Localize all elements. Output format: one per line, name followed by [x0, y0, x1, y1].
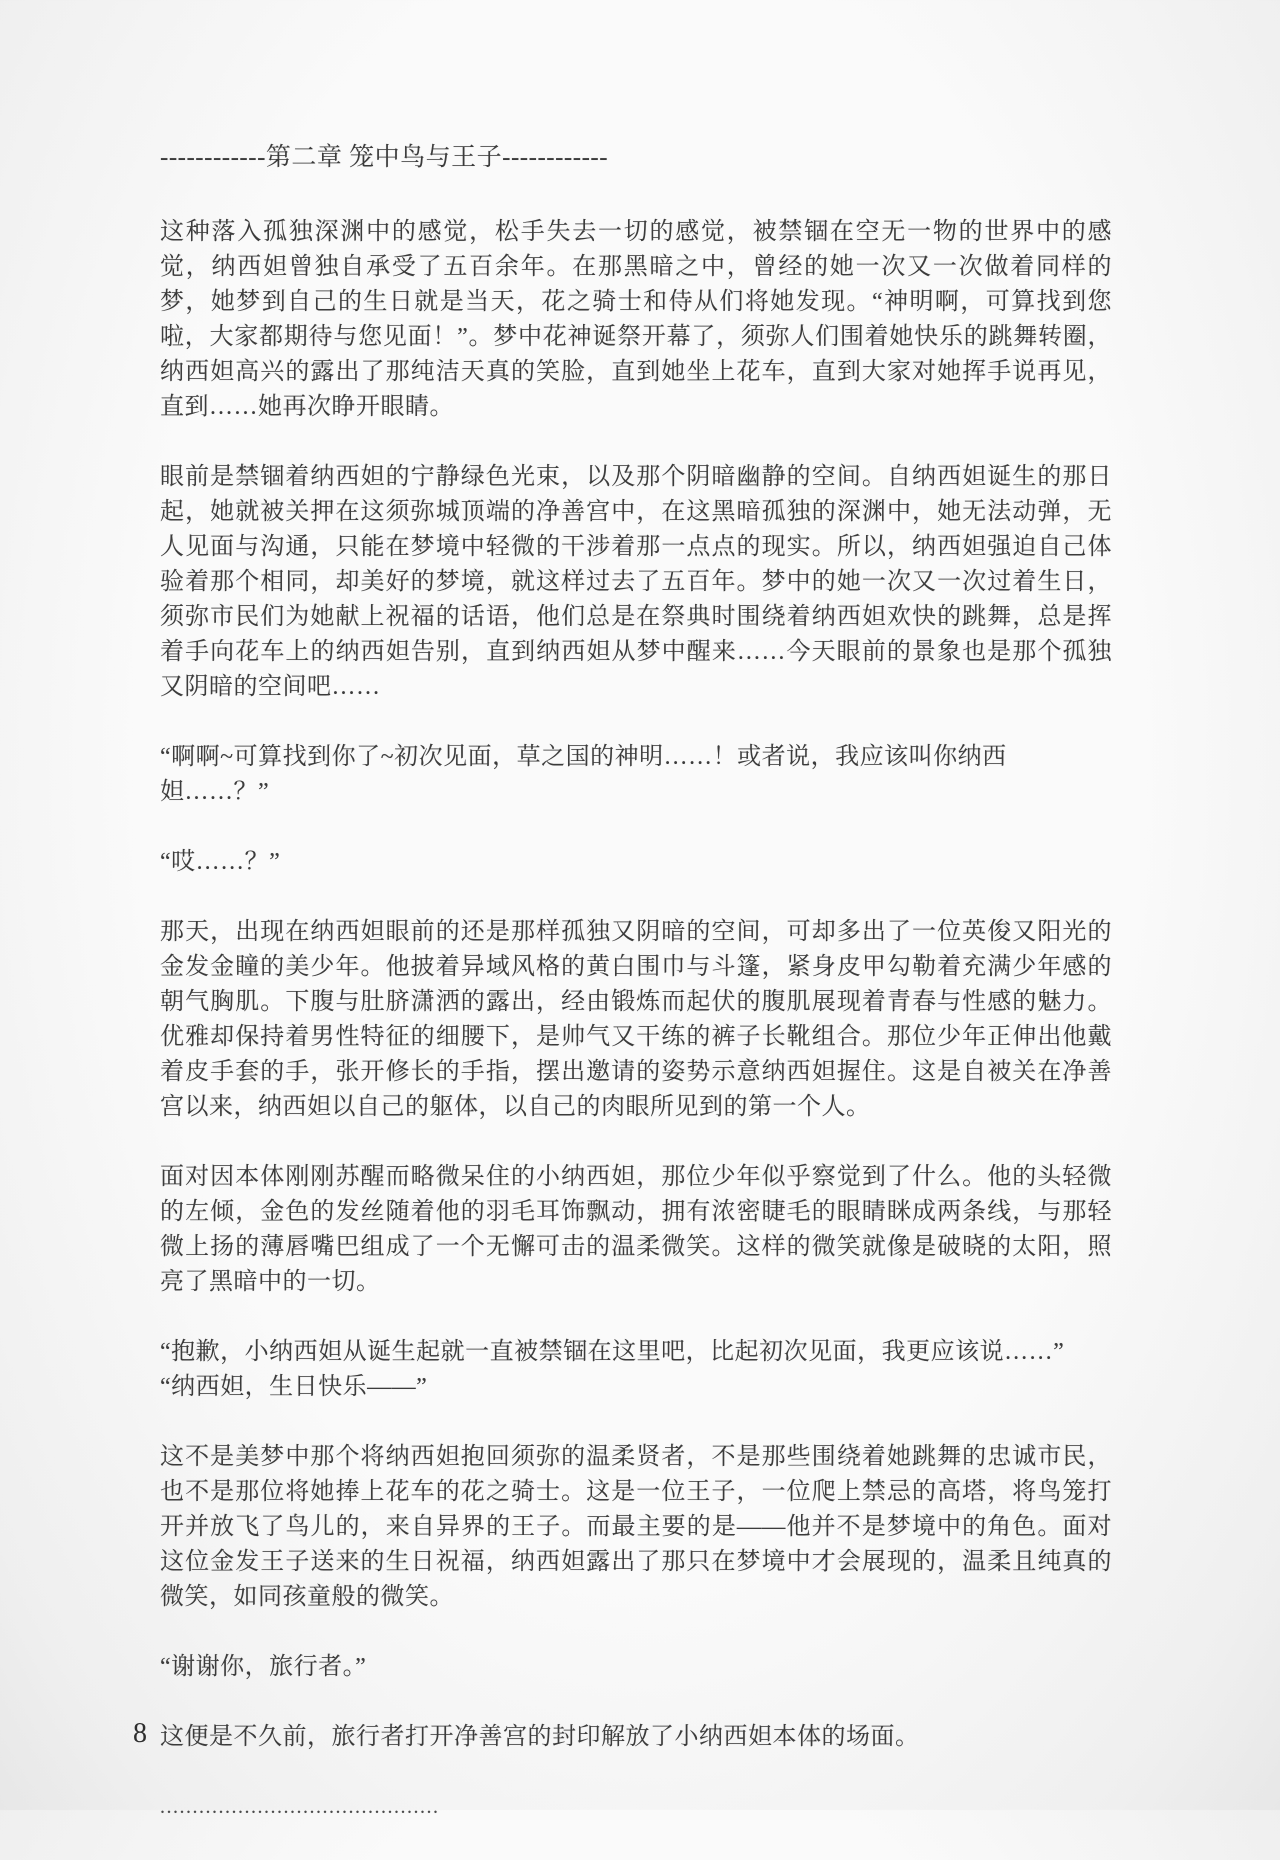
dialogue-line-2: “哎……？”: [160, 849, 281, 875]
paragraph-5: 这不是美梦中那个将纳西妲抱回须弥的温柔贤者，不是那些围绕着她跳舞的忠诚市民，也不是那位将她捧上花车的花之骑士。这是一位王子，一位爬上禁忌的高塔，将鸟笼打开并放飞了鸟儿的，来自异界的王子。而最主要的是——他并不是梦境中的角色。面对这位金发王子送来的生日祝福，纳西妲露出了那只在梦境中才会展现的，温柔且纯真的微笑，如同孩童般的微笑。: [160, 1444, 1112, 1610]
dialogue-line-5: “谢谢你，旅行者。”: [160, 1654, 367, 1680]
dots-separator: ...........................................: [160, 1796, 440, 1818]
paragraph-4: 面对因本体刚刚苏醒而略微呆住的小纳西妲，那位少年似乎察觉到了什么。他的头轻微的左倾，金色的发丝随着他的羽毛耳饰飘动，拥有浓密睫毛的眼睛眯成两条线，与那轻微上扬的薄唇嘴巴组成了一个无懈可击的温柔微笑。这样的微笑就像是破晓的太阳，照亮了黑暗中的一切。: [160, 1164, 1112, 1295]
paragraph-1: 这种落入孤独深渊中的感觉，松手失去一切的感觉，被禁锢在空无一物的世界中的感觉，纳西妲曾独自承受了五百余年。在那黑暗之中，曾经的她一次又一次做着同样的梦，她梦到自己的生日就是当天，花之骑士和侍从们将她发现。“神明啊，可算找到您啦，大家都期待与您见面！”。梦中花神诞祭开幕了，须弥人们围着她快乐的跳舞转圈，纳西妲高兴的露出了那纯洁天真的笑脸，直到她坐上花车，直到大家对她挥手说再见，直到……她再次睁开眼睛。: [160, 219, 1112, 420]
dialogue-line-4: “纳西妲，生日快乐——”: [160, 1374, 428, 1400]
paragraph-2: 眼前是禁锢着纳西妲的宁静绿色光束，以及那个阴暗幽静的空间。自纳西妲诞生的那日起，她就被关押在这须弥城顶端的净善宫中，在这黑暗孤独的深渊中，她无法动弹，无人见面与沟通，只能在梦境中轻微的干涉着那一点点的现实。所以，纳西妲强迫自己体验着那个相同，却美好的梦境，就这样过去了五百年。梦中的她一次又一次过着生日，须弥市民们为她献上祝福的话语，他们总是在祭典时围绕着纳西妲欢快的跳舞，总是挥着手向花车上的纳西妲告别，直到纳西妲从梦中醒来……今天眼前的景象也是那个孤独又阴暗的空间吧……: [160, 464, 1112, 700]
paragraph-3: 那天，出现在纳西妲眼前的还是那样孤独又阴暗的空间，可却多出了一位英俊又阳光的金发金瞳的美少年。他披着异域风格的黄白围巾与斗篷，紧身皮甲勾勒着充满少年感的朝气胸肌。下腹与肚脐潇洒的露出，经由锻炼而起伏的腹肌展现着青春与性感的魅力。优雅却保持着男性特征的细腰下，是帅气又干练的裤子长靴组合。那位少年正伸出他戴着皮手套的手，张开修长的手指，摆出邀请的姿势示意纳西妲握住。这是自被关在净善宫以来，纳西妲以自己的躯体，以自己的肉眼所见到的第一个人。: [160, 919, 1112, 1120]
paragraph-6: 这便是不久前，旅行者打开净善宫的封印解放了小纳西妲本体的场面。: [160, 1724, 920, 1750]
document-page: [160, 140, 1112, 1860]
chapter-title: ------------第二章 笼中鸟与王子------------: [160, 144, 609, 171]
dialogue-line-3: “抱歉，小纳西妲从诞生起就一直被禁锢在这里吧，比起初次见面，我更应该说……”: [160, 1339, 1065, 1365]
dialogue-line-1: “啊啊~可算找到你了~初次见面，草之国的神明……！或者说，我应该叫你纳西妲……？”: [160, 744, 1007, 805]
page-number: 8: [133, 1718, 147, 1749]
